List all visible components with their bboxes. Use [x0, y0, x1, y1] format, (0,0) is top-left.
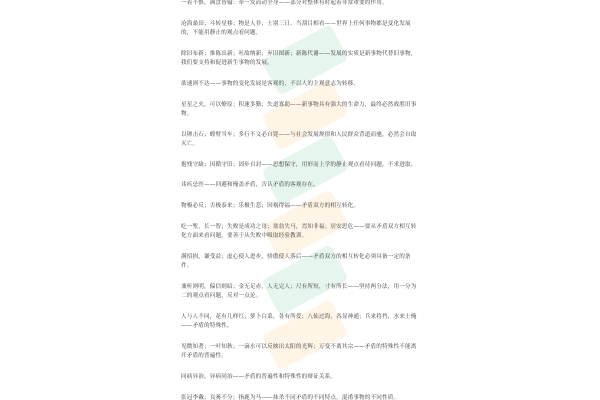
entry-4: 欲速则不达——事物的变化发展是客观的，不以人的主观意志为转移。 [181, 80, 360, 87]
entry-11: 满招损，谦受益；虚心使人进步，骄傲使人落后——矛盾双方的相互转化必须具备一定的条件。 [181, 253, 411, 270]
entry-10: 吃一堑，长一智；失败是成功之母；塞翁失马，焉知非福；居安思危——要从矛盾双方相互转化方面来看问题，要善于从失败中吸取经验教训。 [181, 223, 417, 240]
entry-3: 除旧布新；推陈出新；吐故纳新；弃旧图新；新陈代谢——发展的实质是新事物代替旧事物，我们要支持和促进新生事物的发展。 [181, 50, 417, 66]
entry-8: 讳疾忌医——回避和掩盖矛盾，否认矛盾的客观存在。 [181, 182, 319, 189]
entry-15: 同病异治，异病同治——矛盾的普遍性和特殊性的辩证关系。 [181, 373, 337, 380]
entry-9: 物极必反；否极泰来；乐极生悲；因祸得福——矛盾双方的相互转化。 [181, 203, 360, 210]
document-page [181, 0, 421, 400]
entry-12: 兼听则明，偏信则暗；金无足赤，人无完人；尺有所短，寸有所长——坚持两分法，用一分为二的观点看问题，反对一点论。 [181, 283, 417, 300]
entry-1: 一着不慎，满盘皆输：牵一发而动全身——部分对整体有时起着非常重要的作用。 [181, 0, 388, 6]
entry-7: 抱残守缺；因循守旧；固步自封——思想保守，用形而上学的静止观点看待问题，不求进取。 [181, 161, 417, 168]
entry-2: 沧海桑田；斗转星移；物是人非；士别三日，当刮目相看——世界上任何事物都是变化发展的，不能用静止的观点看问题。 [181, 20, 411, 36]
entry-5: 星星之火，可以燎原；积速多勤；失道寡助——新事物具有强大的生命力，最终必然战胜旧事物。 [181, 101, 417, 117]
entry-16: 张冠李戴；良莠不分；指鹿为马——抹杀不同矛盾的不同特点，混淆事物的不同性质。 [181, 394, 400, 400]
entry-13: 人与人不同，花有几样红；萝卜白菜，各有所爱；八仙过海，各显神通；兵来将挡，水来土掩——矛盾的特殊性。 [181, 313, 417, 330]
entry-6: 以卵击石；螳臂当车；多行不义必自毙——与社会发展规律和人民群众背道而驰，必然会自取灭亡。 [181, 131, 417, 147]
entry-14: 见微知著；一叶知秋；一滴水可以反映出太阳的光辉；万变不离其宗——矛盾的特殊性不能离开矛盾的普遍性。 [181, 343, 417, 360]
